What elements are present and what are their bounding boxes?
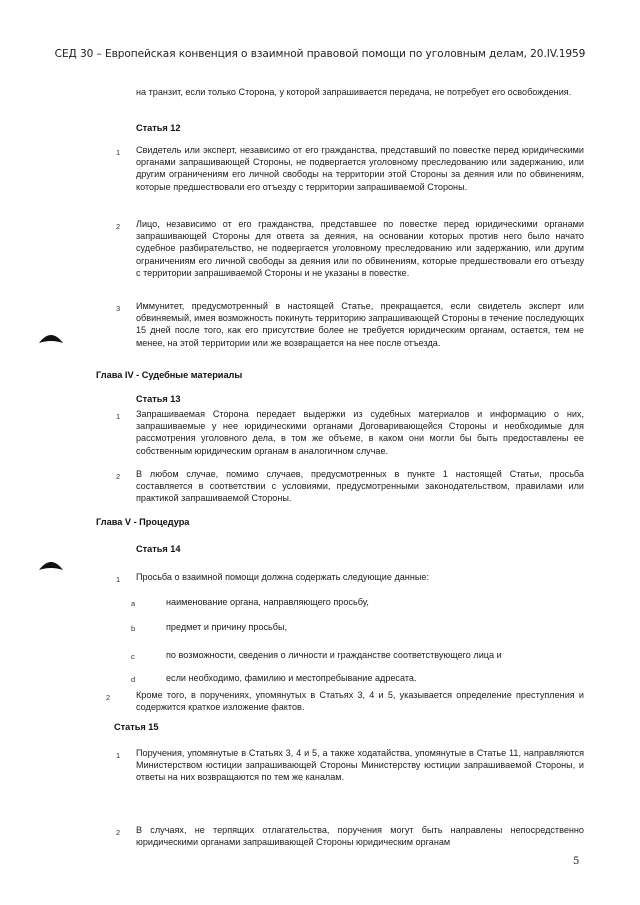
article-15-item-2: В случаях, не терпящих отлагательства, поручения могут быть направлены непосредственно юридическими органами запрашивающей Стороны юридическим органам xyxy=(136,825,584,848)
item-number: 2 xyxy=(116,828,121,837)
subitem-letter: d xyxy=(131,675,136,684)
article-14-heading: Статья 14 xyxy=(136,544,181,554)
article-15-heading: Статья 15 xyxy=(114,722,159,732)
article-12-item-3: Иммунитет, предусмотренный в настоящей Статье, прекращается, если свидетель эксперт или обвиняемый, имея возможность покинуть территорию запрашивающей Стороны в течение последующих 15 дней после того, как его присутствие более не требуется юридическим органам, остается, тем не менее, на этой территории или же возвращается на нее после отъезда. xyxy=(136,301,584,348)
item-number: 1 xyxy=(116,412,121,421)
article-14-subitem-d: если необходимо, фамилию и местопребывание адресата. xyxy=(166,673,417,683)
item-number: 3 xyxy=(116,304,121,313)
article-13-item-1: Запрашиваемая Сторона передает выдержки из судебных материалов и информацию о них, запрашиваемые у нее юридическими органами Договаривающейся Стороны и необходимые для рассмотрения уголовного дела, в том же объеме, в каком они могли бы быть предоставлены ее собственным юридическим органам в аналогичном случае. xyxy=(136,409,584,456)
article-13-item-2: В любом случае, помимо случаев, предусмотренных в пункте 1 настоящей Статьи, просьба составляется в соответствии с условиями, предусмотренными законодательством, правилами или практикой запрашиваемой Стороны. xyxy=(136,469,584,504)
punch-hole-mark xyxy=(38,334,64,344)
article-14-subitem-a: наименование органа, направляющего просьбу, xyxy=(166,597,369,607)
document-header: СЕД 30 – Европейская конвенция о взаимной правовой помощи по уголовным делам, 20.IV.1959 xyxy=(54,48,586,60)
item-number: 1 xyxy=(116,148,121,157)
intro-paragraph: на транзит, если только Сторона, у которой запрашивается передача, не потребует его освобождения. xyxy=(136,87,572,97)
article-14-subitem-c: по возможности, сведения о личности и гражданстве соответствующего лица и xyxy=(166,650,502,660)
item-number: 1 xyxy=(116,575,121,584)
punch-hole-mark xyxy=(38,561,64,571)
article-14-item-2: Кроме того, в поручениях, упомянутых в Статьях 3, 4 и 5, указывается определение преступления и содержится краткое изложение фактов. xyxy=(136,690,584,713)
article-14-subitem-b: предмет и причину просьбы, xyxy=(166,622,288,632)
item-number: 2 xyxy=(116,472,121,481)
article-15-item-1: Поручения, упомянутые в Статьях 3, 4 и 5, а также ходатайства, упомянутые в Статье 11, направляются Министерством юстиции запрашивающей Стороны Министерству юстиции запрашиваемой Стороны, и ответы на них возвращаются по тем же каналам. xyxy=(136,748,584,783)
article-13-heading: Статья 13 xyxy=(136,394,181,404)
article-12-item-2: Лицо, независимо от его гражданства, представшее по повестке перед юридическими органами запрашивающей Стороны для ответа за деяния, на основании которых против него было начато судебное разбирательство, не подвергается уголовному преследованию или задержанию, или другим ограничениям его личной свободы за деяния или по обвинениям, которые предшествовали его отъезду с территории запрашиваемой Стороны и не указаны в повестке. xyxy=(136,219,584,278)
chapter-5-heading: Глава V - Процедура xyxy=(96,517,190,527)
subitem-letter: a xyxy=(131,599,136,608)
article-12-item-1: Свидетель или эксперт, независимо от его гражданства, представший по повестке перед юридическими органами запрашивающей Стороны, не подвергается уголовному преследованию или задержанию, или другим ограничениям его личной свободы на территории этой Стороны за деяния или по обвинениям, которые предшествовали его отъезду с территории запрашиваемой Стороны. xyxy=(136,145,584,192)
item-number: 1 xyxy=(116,751,121,760)
subitem-letter: b xyxy=(131,624,136,633)
chapter-4-heading: Глава IV - Судебные материалы xyxy=(96,370,243,380)
item-number: 2 xyxy=(106,693,111,702)
item-number: 2 xyxy=(116,222,121,231)
article-12-heading: Статья 12 xyxy=(136,123,181,133)
page-number: 5 xyxy=(573,856,580,867)
subitem-letter: c xyxy=(131,652,135,661)
article-14-item-1: Просьба о взаимной помощи должна содержать следующие данные: xyxy=(136,572,429,582)
